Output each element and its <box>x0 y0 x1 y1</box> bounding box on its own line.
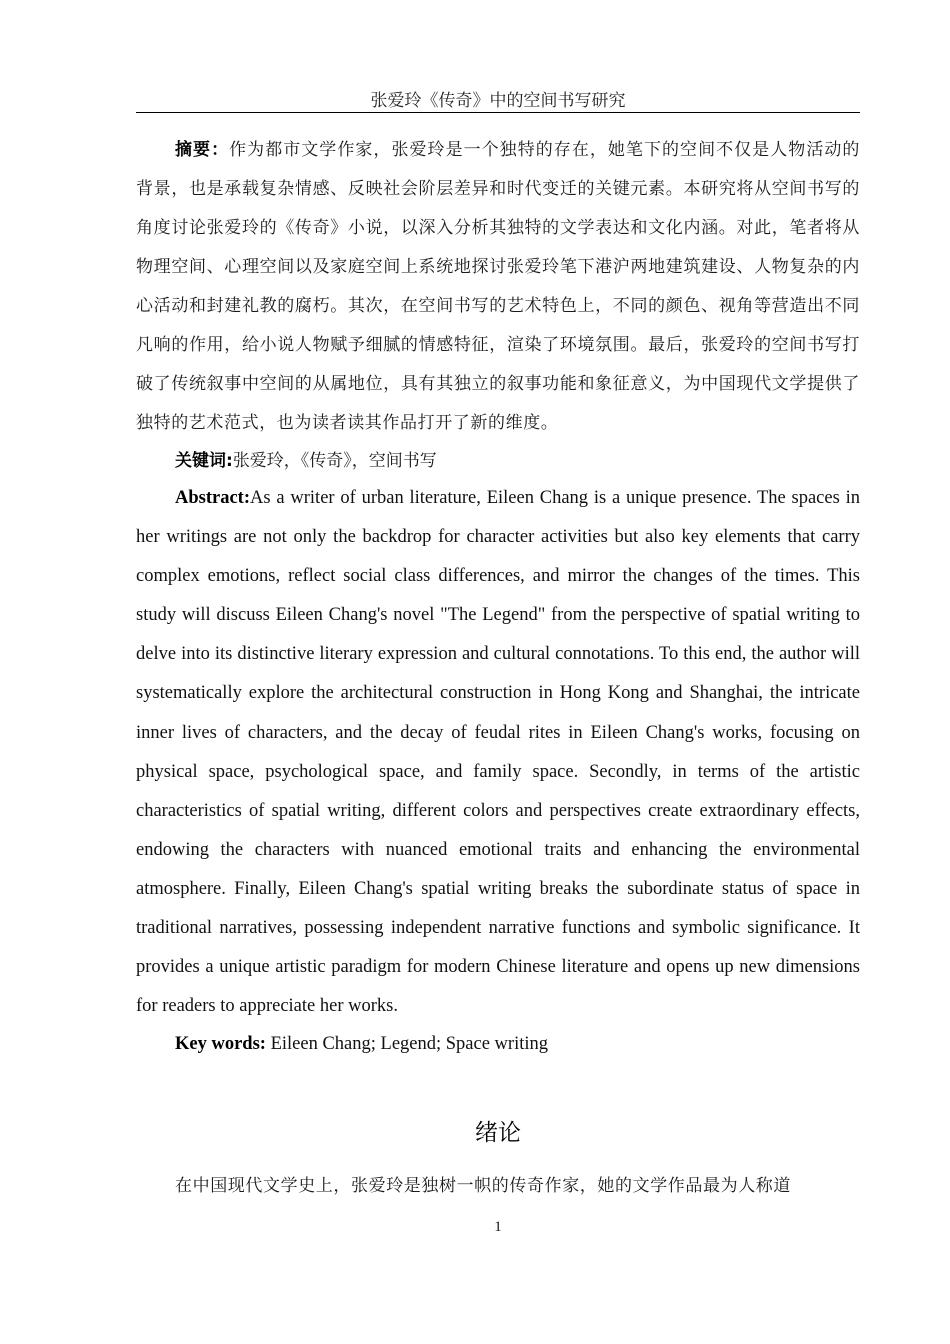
english-keywords-label: Key words: <box>175 1034 266 1055</box>
english-abstract-label: Abstract: <box>175 488 251 508</box>
page-number: 1 <box>494 1219 502 1235</box>
abstract-section <box>136 131 860 1062</box>
introduction-paragraph: 在中国现代文学史上，张爱玲是独树一帜的传奇作家，她的文学作品最为人称道 <box>175 1176 791 1196</box>
chinese-abstract-text: 作为都市文学作家，张爱玲是一个独特的存在，她笔下的空间不仅是人物活动的背景，也是承载复杂情感、反映社会阶层差异和时代变迁的关键元素。本研究将从空间书写的角度讨论张爱玲的《传奇》小说，以深入分析其独特的文学表达和文化内涵。对此，笔者将从物理空间、心理空间以及家庭空间上系统地探讨张爱玲笔下港沪两地建筑建设、人物复杂的内心活动和封建礼教的腐朽。其次，在空间书写的艺术特色上，不同的颜色、视角等营造出不同凡响的作用，给小说人物赋予细腻的情感特征，渲染了环境氛围。最后，张爱玲的空间书写打破了传统叙事中空间的从属地位，具有其独立的叙事功能和象征意义，为中国现代文学提供了独特的艺术范式，也为读者读其作品打开了新的维度。 <box>136 140 860 433</box>
chinese-keywords <box>136 443 860 479</box>
chinese-abstract-label: 摘要： <box>175 140 230 160</box>
chinese-keywords-text: 张爱玲，《传奇》，空间书写 <box>232 451 437 471</box>
english-abstract-text: As a writer of urban literature, Eileen Chang is a unique presence. The spaces in her writings are not only the backdrop for character activities but also key elements that carry complex emotions, reflect social class differences, and mirror the changes of the times. This study will discuss Eileen Chang's novel "The Legend" from the perspective of spatial writing to delve into its distinctive literary expression and cultural connotations. To this end, the author will systematically explore the architectural construction in Hong Kong and Shanghai, the intricate inner lives of characters, and the decay of feudal rites in Eileen Chang's works, focusing on physical space, psychological space, and family space. Secondly, in terms of the artistic characteristics of spatial writing, different colors and perspectives create extraordinary effects, endowing the characters with nuanced emotional traits and enhancing the environmental atmosphere. Finally, Eileen Chang's spatial writing breaks the subordinate status of space in traditional narratives, possessing independent narrative functions and symbolic significance. It provides a unique artistic paradigm for modern Chinese literature and opens up new dimensions for readers to appreciate her works. <box>136 488 860 1017</box>
chinese-abstract <box>136 131 860 443</box>
english-keywords <box>136 1026 860 1062</box>
running-header: 张爱玲《传奇》中的空间书写研究 <box>370 91 626 111</box>
english-keywords-text: Eileen Chang; Legend; Space writing <box>265 1034 548 1055</box>
english-abstract <box>136 479 860 1026</box>
section-title-introduction: 绪论 <box>475 1120 521 1146</box>
header-divider <box>136 112 860 113</box>
chinese-keywords-label: 关键词: <box>175 451 233 471</box>
